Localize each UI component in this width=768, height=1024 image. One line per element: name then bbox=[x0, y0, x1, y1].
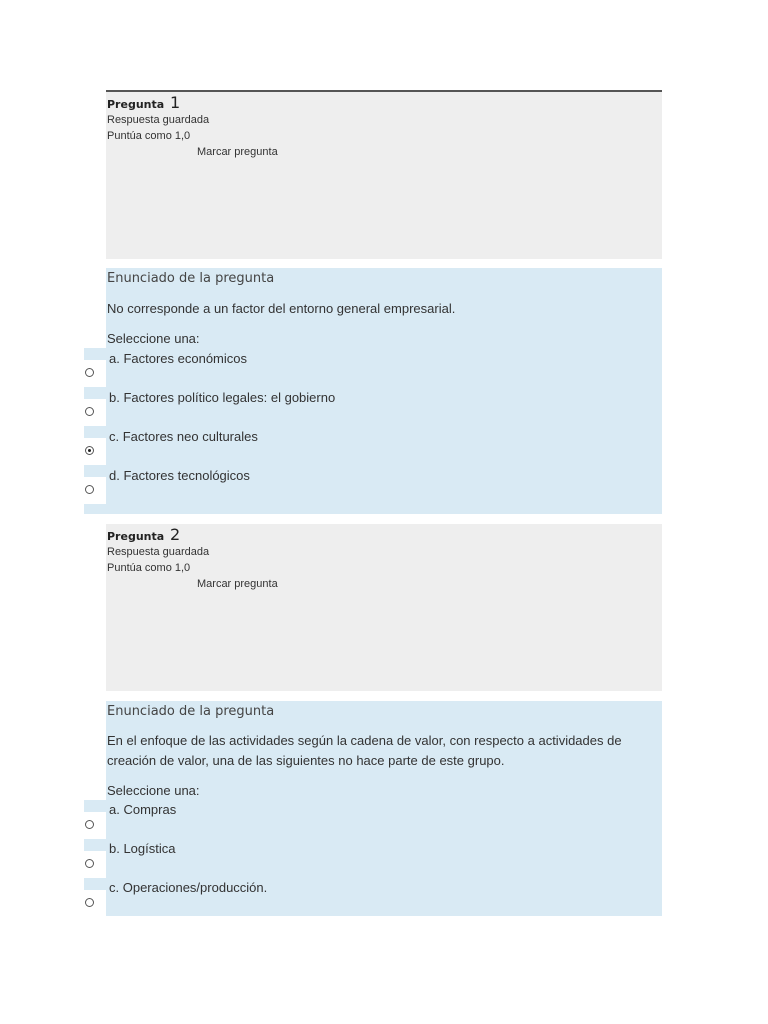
question-text: No corresponde a un factor del entorno general empresarial. bbox=[107, 301, 456, 316]
option-label-c[interactable]: c. Operaciones/producción. bbox=[109, 880, 268, 895]
question-state: Respuesta guardada bbox=[107, 114, 210, 126]
radio-option-b[interactable] bbox=[85, 859, 94, 868]
flag-question-link[interactable]: Marcar pregunta bbox=[197, 578, 278, 590]
question-1-info bbox=[106, 92, 662, 259]
question-number-value: 1 bbox=[170, 93, 181, 112]
question-grade: Puntúa como 1,0 bbox=[107, 562, 191, 574]
option-bg bbox=[84, 348, 106, 360]
question-header: Enunciado de la pregunta bbox=[107, 271, 275, 286]
question-number bbox=[107, 93, 180, 112]
option-bg bbox=[84, 387, 106, 399]
radio-option-d[interactable] bbox=[85, 485, 94, 494]
question-label: Pregunta bbox=[107, 98, 165, 111]
question-number-value: 2 bbox=[170, 525, 181, 544]
radio-option-c[interactable] bbox=[85, 898, 94, 907]
question-header: Enunciado de la pregunta bbox=[107, 704, 275, 719]
radio-option-a[interactable] bbox=[85, 368, 94, 377]
option-bg bbox=[84, 465, 106, 477]
option-label-a[interactable]: a. Factores económicos bbox=[109, 351, 248, 366]
radio-option-c-selected[interactable] bbox=[85, 446, 94, 455]
option-label-b[interactable]: b. Factores político legales: el gobierno bbox=[109, 390, 336, 405]
option-bg bbox=[84, 878, 106, 890]
select-prompt: Seleccione una: bbox=[107, 331, 200, 346]
option-label-b[interactable]: b. Logística bbox=[109, 841, 176, 856]
radio-option-b[interactable] bbox=[85, 407, 94, 416]
option-label-d[interactable]: d. Factores tecnológicos bbox=[109, 468, 250, 483]
option-label-a[interactable]: a. Compras bbox=[109, 802, 177, 817]
select-prompt: Seleccione una: bbox=[107, 783, 200, 798]
question-2-info bbox=[106, 524, 662, 691]
option-bg bbox=[84, 800, 106, 812]
flag-question-link[interactable]: Marcar pregunta bbox=[197, 146, 278, 158]
question-number bbox=[107, 525, 180, 544]
option-label-c[interactable]: c. Factores neo culturales bbox=[109, 429, 258, 444]
question-grade: Puntúa como 1,0 bbox=[107, 130, 191, 142]
option-bg bbox=[84, 426, 106, 438]
question-label: Pregunta bbox=[107, 530, 165, 543]
option-bg bbox=[84, 504, 106, 514]
question-text: En el enfoque de las actividades según la cadena de valor, con respecto a actividades de creación de valor, una de las siguientes no hace parte de este grupo. bbox=[107, 733, 622, 768]
radio-option-a[interactable] bbox=[85, 820, 94, 829]
option-bg bbox=[84, 839, 106, 851]
question-state: Respuesta guardada bbox=[107, 546, 210, 558]
